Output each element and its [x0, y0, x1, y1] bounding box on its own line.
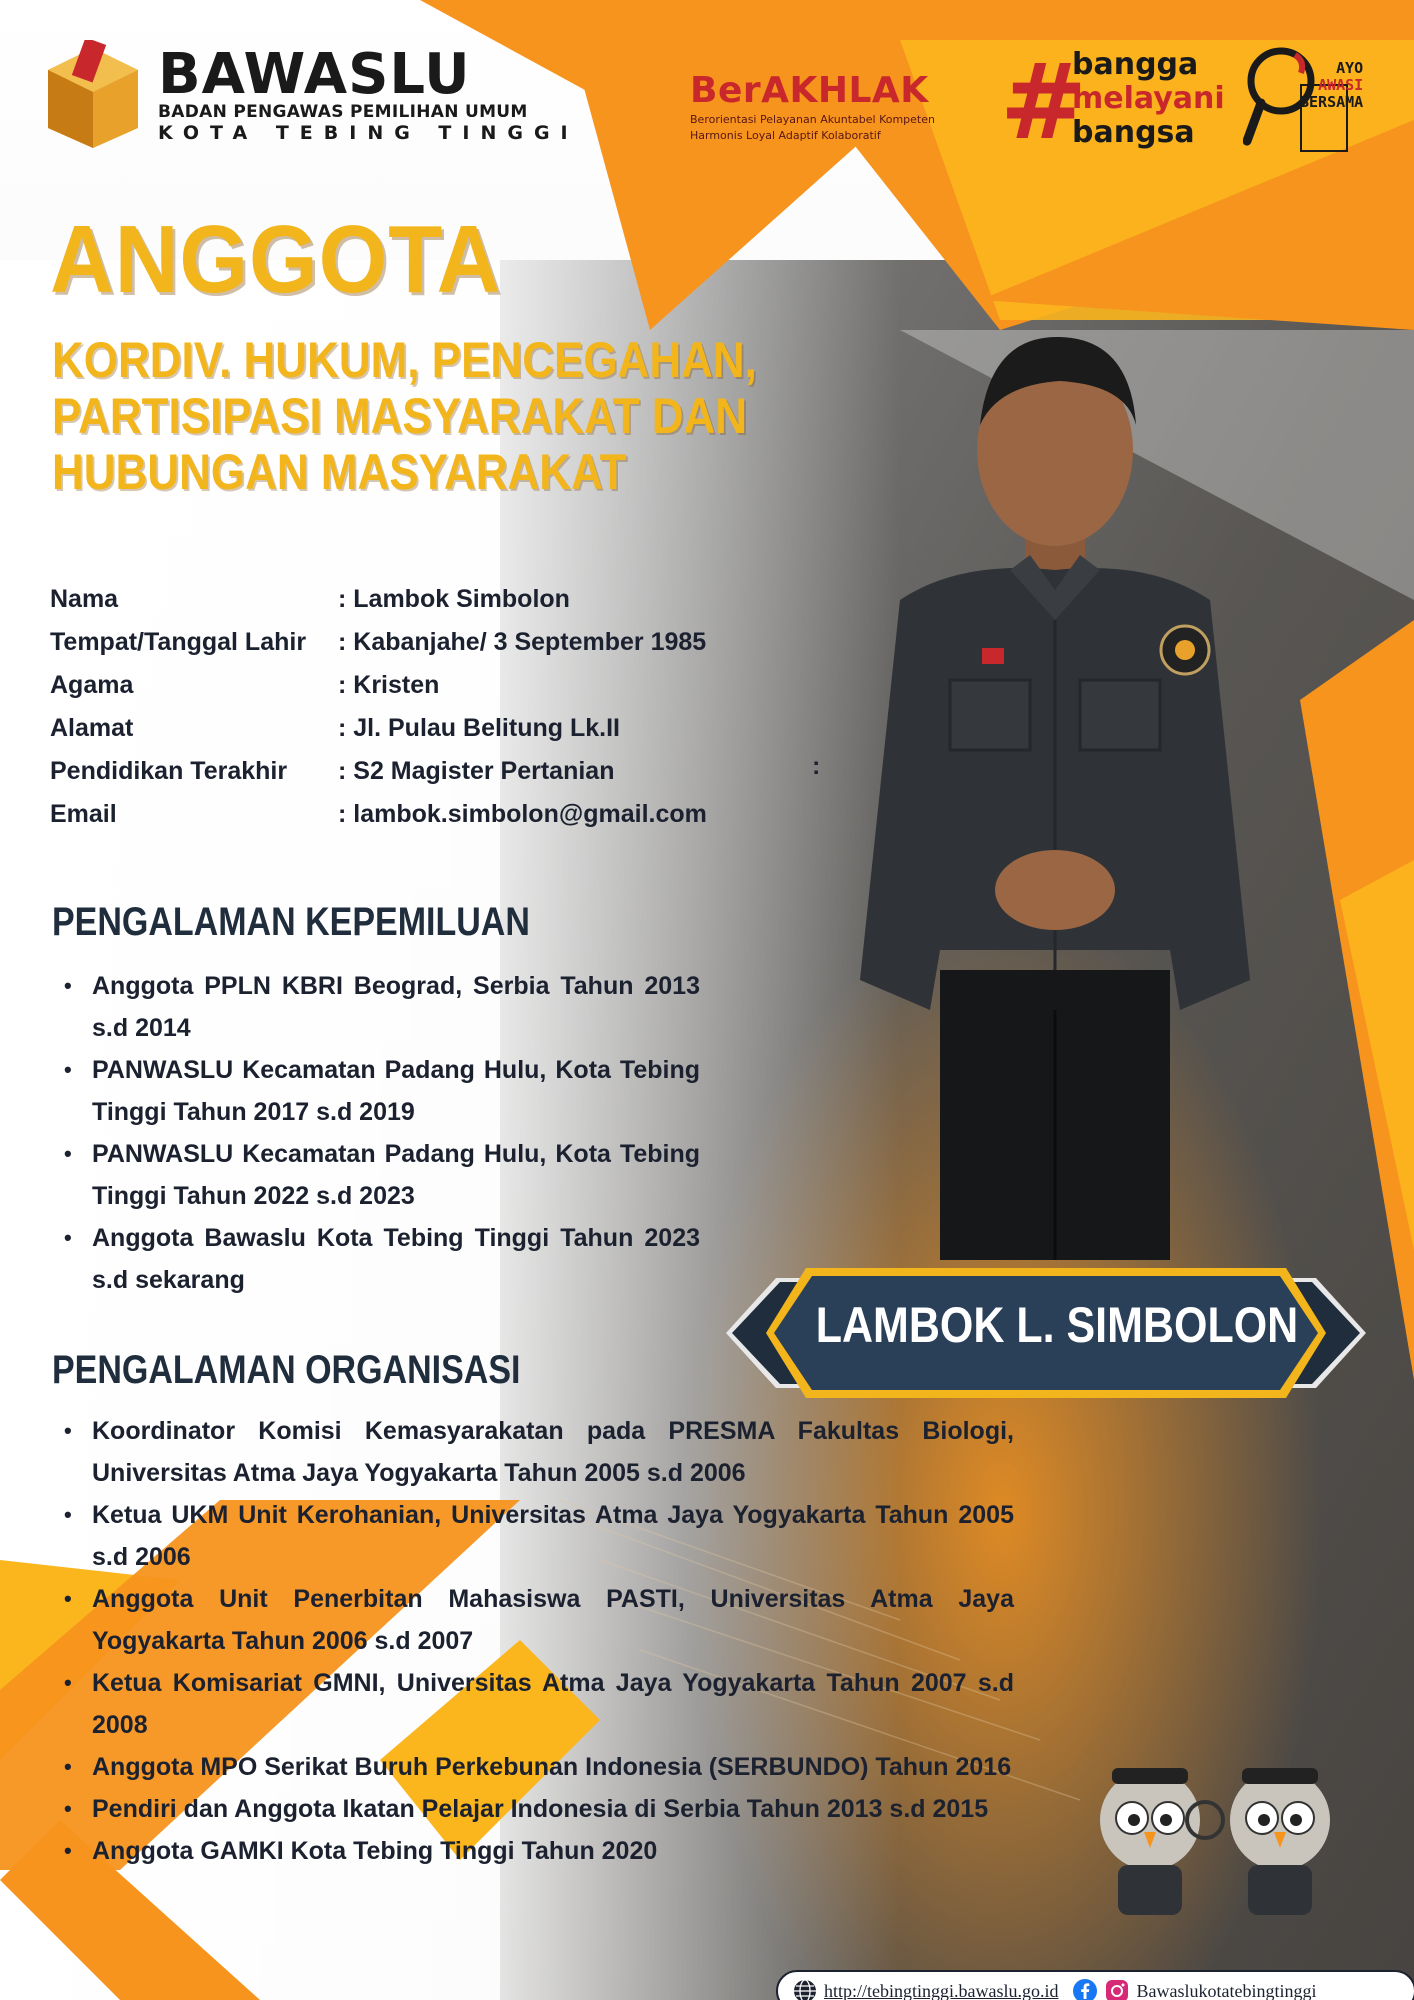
list-item: • Pendiri dan Anggota Ikatan Pelajar Indonesia di Serbia Tahun 2013 s.d 2015: [62, 1788, 1014, 1830]
bio-label: Agama: [50, 671, 134, 699]
subtitle-line: HUBUNGAN MASYARAKAT: [52, 444, 627, 500]
berakhlak-logo: [690, 70, 935, 143]
footer-bar: [776, 1970, 1414, 2000]
bio-row-email: [50, 793, 707, 836]
berakhlak-line-2: Harmonis Loyal Adaptif Kolaboratif: [690, 129, 881, 142]
melayani-word: melayani: [1072, 81, 1225, 116]
subtitle-line: KORDIV. HUKUM, PENCEGAHAN,: [52, 332, 757, 388]
list-item: • Anggota MPO Serikat Buruh Perkebunan Indonesia (SERBUNDO) Tahun 2016: [62, 1746, 1014, 1788]
owl-mascots: [1090, 1750, 1340, 1930]
list-item: • Koordinator Komisi Kemasyarakatan pada PRESMA Fakultas Biologi, Universitas Atma Jaya Yogyakarta Tahun 2005 s.d 2006: [62, 1410, 1014, 1494]
list-item: • PANWASLU Kecamatan Padang Hulu, Kota Tebing Tinggi Tahun 2022 s.d 2023: [62, 1133, 700, 1217]
biodata-table: [50, 578, 707, 836]
list-item: • Ketua Komisariat GMNI, Universitas Atma Jaya Yogyakarta Tahun 2007 s.d 2008: [62, 1662, 1014, 1746]
bangga-word: bangga: [1072, 47, 1199, 82]
organisasi-heading: PENGALAMAN ORGANISASI: [52, 1348, 521, 1392]
list-item: • Anggota Bawaslu Kota Tebing Tinggi Tahun 2023 s.d sekarang: [62, 1217, 700, 1301]
berakhlak-line-1: Berorientasi Pelayanan Akuntabel Kompeten: [690, 113, 935, 126]
bio-value: : Kabanjahe/ 3 September 1985: [338, 628, 707, 656]
bersama-word: BERSAMA: [1300, 93, 1364, 111]
list-item: • Ketua UKM Unit Kerohanian, Universitas Atma Jaya Yogyakarta Tahun 2005 s.d 2006: [62, 1494, 1014, 1578]
social-handle[interactable]: Bawaslukotatebingtinggi: [1136, 1980, 1317, 2000]
bio-value: : lambok.simbolon@gmail.com: [338, 800, 707, 828]
ayo-word: AYO: [1336, 59, 1364, 77]
org-subtitle: BADAN PENGAWAS PEMILIHAN UMUM: [158, 101, 528, 122]
globe-icon: [792, 1978, 818, 2000]
subtitle-line: PARTISIPASI MASYARAKAT DAN: [52, 388, 748, 444]
bawaslu-logo: [38, 40, 579, 150]
ballot-box-icon: [38, 40, 148, 150]
bangga-melayani-bangsa: [1072, 48, 1225, 150]
bio-label: Nama: [50, 585, 119, 613]
bio-row-nama: [50, 578, 707, 621]
instagram-icon[interactable]: [1104, 1978, 1130, 2000]
ayo-awasi-bersama: [1300, 60, 1363, 111]
org-city: KOTA TEBING TINGGI: [158, 121, 579, 144]
list-item: • Anggota Unit Penerbitan Mahasiswa PASTI, Universitas Atma Jaya Yogyakarta Tahun 2006 s.d 2007: [62, 1578, 1014, 1662]
bio-value: : Kristen: [338, 671, 440, 699]
bio-row-pendidikan: [50, 750, 707, 793]
page-title: ANGGOTA: [50, 206, 502, 313]
kepemiluan-list: [62, 965, 700, 1301]
bio-value: : Jl. Pulau Belitung Lk.II: [338, 714, 620, 742]
position-subtitle: [52, 332, 757, 500]
berakhlak-title: BerAKHLAK: [690, 70, 929, 111]
list-item: • Anggota PPLN KBRI Beograd, Serbia Tahun 2013 s.d 2014: [62, 965, 700, 1049]
bio-label: Pendidikan Terakhir: [50, 757, 288, 785]
bangsa-word: bangsa: [1072, 115, 1195, 150]
stray-colon: :: [812, 752, 821, 780]
organisasi-list: [62, 1410, 1014, 1872]
kepemiluan-heading: PENGALAMAN KEPEMILUAN: [52, 900, 530, 944]
website-link[interactable]: http://tebingtinggi.bawaslu.go.id: [824, 1980, 1059, 2000]
bio-value: : Lambok Simbolon: [338, 585, 570, 613]
list-item: • PANWASLU Kecamatan Padang Hulu, Kota Tebing Tinggi Tahun 2017 s.d 2019: [62, 1049, 700, 1133]
bio-value: : S2 Magister Pertanian: [338, 757, 615, 785]
facebook-icon[interactable]: [1072, 1978, 1098, 2000]
awasi-word: AWASI: [1318, 76, 1364, 94]
org-name: BAWASLU: [158, 41, 471, 107]
bio-label: Email: [50, 800, 117, 828]
list-item: • Anggota GAMKI Kota Tebing Tinggi Tahun 2020: [62, 1830, 1014, 1872]
profile-photo: [830, 330, 1280, 1260]
banner-name: LAMBOK L. SIMBOLON: [815, 1297, 1299, 1353]
bio-label: Alamat: [50, 714, 134, 742]
bio-row-ttl: [50, 621, 707, 664]
bio-row-agama: [50, 664, 707, 707]
bio-row-alamat: [50, 707, 707, 750]
bio-label: Tempat/Tanggal Lahir: [50, 628, 307, 656]
hashtag-symbol: #: [1000, 41, 1088, 163]
